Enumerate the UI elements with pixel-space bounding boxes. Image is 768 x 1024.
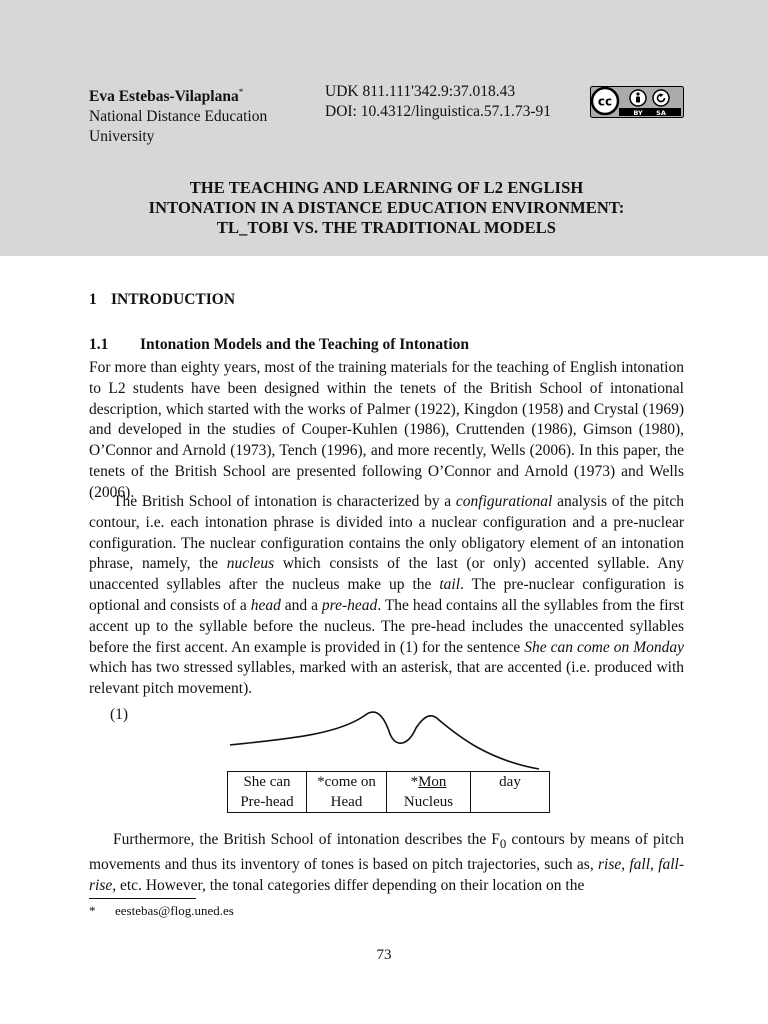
author-name-line	[89, 82, 267, 107]
section-number: 1	[89, 291, 97, 308]
paper-title	[89, 178, 684, 238]
by-label: BY	[633, 109, 643, 117]
cell-nucleus	[387, 772, 471, 813]
affiliation-line-2: University	[89, 128, 155, 146]
sa-label: SA	[656, 109, 666, 117]
p3-text-3: ,	[621, 855, 630, 873]
title-line-2: INTONATION IN A DISTANCE EDUCATION ENVIRONMENT:	[148, 198, 625, 217]
label-head: Head	[330, 794, 363, 810]
table-row	[228, 772, 550, 813]
p3-text-1: Furthermore, the British School of intonation describes the F	[113, 831, 500, 848]
paragraph-2	[89, 492, 684, 700]
subsection-title: Intonation Models and the Teaching of Intonation	[140, 336, 470, 353]
cell-head	[307, 772, 387, 813]
p2-text-7: which has two stressed syllables, marked with an asterisk, that are accented (i.e. produced with relevant pitch movement).	[89, 659, 684, 698]
title-line-1: THE TEACHING AND LEARNING OF L2 ENGLISH	[189, 178, 584, 197]
by-person-icon-body	[636, 97, 640, 103]
footnote	[89, 903, 234, 919]
term-nucleus: nucleus	[226, 555, 275, 573]
author-name: Eva Estebas-Vilaplana	[89, 88, 239, 106]
p2-text-6: . The head contains all the syllables from the first accent up to the syllable before the nucleus. The pre-head includes the unaccented syllables before the first accent. An example is provided in (1) for the sentence	[89, 596, 685, 656]
paragraph-3	[89, 830, 684, 896]
pitch-contour-diagram	[226, 702, 544, 772]
affiliation-line-1: National Distance Education	[89, 108, 268, 126]
label-pre-head: Pre-head	[240, 794, 294, 810]
cc-by-sa-license-badge[interactable]	[590, 86, 684, 118]
footnote-mark: *	[89, 903, 96, 918]
term-configurational: configurational	[455, 493, 553, 510]
term-fall: fall	[629, 855, 651, 873]
intonation-phrase-table	[227, 771, 550, 813]
f0-subscript: 0	[499, 836, 507, 852]
word-mon-line	[391, 772, 466, 792]
by-person-icon-head	[636, 92, 639, 95]
paragraph-1: For more than eighty years, most of the training materials for the teaching of English intonation to L2 students have been designed within the tenets of the British School of intonational description, which started with the works of Palmer (1922), Kingdon (1958) and Crystal (1969) and developed in the studies of Couper-Kuhlen (1986), Cruttenden (1986), Gimson (1980), O’Connor and Arnold (1973), Tench (1996), and more recently, Wells (2006). In this paper, the tenets of the British School are presented following O’Connor and Arnold (1973) and Wells (2006).	[89, 359, 684, 501]
word-she-can: She can	[243, 774, 291, 790]
term-tail: tail	[439, 576, 461, 594]
title-line-3: TL_TOBI VS. THE TRADITIONAL MODELS	[216, 218, 557, 237]
p2-text-3: which consists of the last (or only) accented syllable. Any unaccented syllables after the nucleus make up the	[89, 555, 684, 594]
footnote-email[interactable]: eestebas@flog.uned.es	[115, 903, 234, 918]
footnote-divider	[89, 898, 196, 899]
author-block	[89, 82, 267, 147]
term-fall-rise: fall-rise	[89, 855, 685, 894]
term-head: head	[250, 596, 281, 614]
p3-text-5: , etc. However, the tonal categories differ depending on their location on the	[112, 876, 585, 894]
cell-tail	[471, 772, 550, 813]
author-footnote-mark: *	[238, 87, 244, 97]
p2-text-2: analysis of the pitch contour, i.e. each intonation phrase is divided into a nuclear configuration and a pre-nuclear configuration. The nuclear configuration contains the only obligatory element of an intonation phrase, namely, the	[89, 493, 685, 573]
udk-code: UDK 811.111'342.9:37.018.43	[325, 83, 516, 100]
p3-text-2: contours by means of pitch movements and thus its inventory of tones is based on pitch trajectories, such as,	[89, 831, 684, 873]
word-come-on: *come on	[317, 774, 376, 790]
example-sentence: She can come on Monday	[524, 638, 684, 656]
subsection-number: 1.1	[89, 336, 109, 353]
p2-text-4: . The pre-nuclear configuration is optional and consists of a	[89, 576, 685, 614]
cc-icon-text: cc	[597, 94, 613, 109]
doi: DOI: 10.4312/linguistica.57.1.73-91	[325, 103, 552, 120]
subsection-heading	[89, 336, 469, 354]
p3-text-4: ,	[650, 855, 659, 873]
page-number: 73	[376, 947, 392, 963]
identifiers-block	[325, 82, 551, 122]
label-nucleus: Nucleus	[403, 794, 454, 810]
word-mon: Mon	[418, 774, 447, 790]
sa-share-alike-icon	[653, 90, 669, 106]
section-title: INTRODUCTION	[111, 291, 236, 308]
term-pre-head: pre-head	[321, 596, 378, 614]
term-rise: rise	[597, 855, 622, 873]
example-label: (1)	[110, 706, 129, 723]
cell-pre-head	[228, 772, 307, 813]
word-day: day	[499, 774, 521, 790]
intonation-curve	[230, 712, 539, 769]
section-heading-introduction	[89, 291, 235, 309]
p2-text-1: The British School of intonation is characterized by a	[113, 493, 456, 510]
p2-text-5: and a	[280, 596, 322, 614]
accent-asterisk: *	[410, 774, 419, 790]
license-badge-strip	[619, 108, 681, 116]
